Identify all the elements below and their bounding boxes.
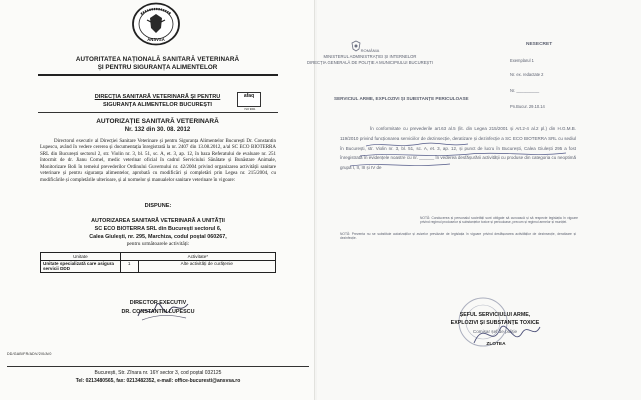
authorization-line4: pentru următoarele activități: (126, 241, 190, 247)
document-title: AUTORIZAȚIE SANITARĂ VETERINARĂ (96, 118, 219, 125)
right-body-text: În conformitate cu prevederile art.63 al.5 (lit. din Legea 215/2001 și Art.2-4 al.2 pl.) din H.G.M.B. 119/2010 privind funcționarea serviciilor de dezinsecție, deratizare și dezinfecție a SC ECO BIOTERRA SRL cu sediul în București, str. Violin nr. 3, bl. 51, sc. A, et. 3, ap. 12, și punct de lucru în București, Calea Giulești 295 a fost înregistrată în evidențele noastre cu nr. ______ în vederea desfășurării activității cu produse din categoria cu neoptimă grupa I, II, III și IV de (340, 126, 576, 171)
service-name: SERVICIUL ARME, EXPLOZIVI ȘI SUBSTANȚE PERICULOASE (334, 96, 469, 101)
directorate-name-line1: DIRECȚIA SANITARĂ VETERINARĂ ȘI PENTRU (94, 94, 221, 100)
authorization-body-text: Directorul executiv al Direcției Sanitare Veterinare și pentru Siguranța Alimentelor București Dr. Constantin Lupescu, având în vedere cererea și documentația înregistrată la nr. 2407 din 13.08.2012, a/al SC ECO BIOTERRA SRL din București sectorul 2, str. Violin nr. 3, bl. 51, sc. A, et. 3, ap. 12, în baza Referatului de evaluare nr. 251 întocmit de dr. Jianu Cornel, medic veterinar oficial în cadrul Serviciului Sănătate și Bunăstare Animale, Monitorizare Boli în temeiul prevederilor Ordinului Guvernului nr. 42/2004 privind organizarea activității sanitare veterinare și pentru siguranța alimentelor, aprobată cu modificări și completări prin Legea nr. 215/2004, cu modificările și completările ulterioare, și al normelor și manualelor sanitare veterinare în vigoare: (40, 139, 276, 183)
directorate-name-line2: SIGURANȚA ALIMENTELOR BUCUREȘTI (103, 102, 212, 108)
signatory-rank: Comisar șef de poliție (472, 329, 518, 334)
footer-address: București, Str. Zînara nr. 16Y sector 3, cod poștal 032125 (94, 370, 222, 376)
authority-name-line2: ȘI PENTRU SIGURANȚA ALIMENTELOR (97, 64, 218, 71)
directorate-divider (38, 112, 278, 113)
classification-label: NESECRET (526, 42, 553, 47)
national-seal-logo (131, 2, 181, 46)
director-title: DIRECTOR EXECUTIV (129, 300, 187, 306)
signatory-signature (470, 313, 542, 357)
certification-badge (237, 92, 261, 107)
header-divider (38, 74, 278, 76)
registry-code: DD/GAB/FR/ADV/2/0/A/0 (7, 352, 52, 356)
registration-number: Nr. __________ (510, 88, 540, 93)
activities-table (40, 252, 276, 273)
table-cell: 1 (120, 260, 138, 273)
right-header-directorate: DIRECȚIA GENERALĂ DE POLIȚIE A MUNICIPIULUI BUCUREȘTI (307, 60, 433, 65)
director-name: DR. CONSTANTIN LUPESCU (121, 309, 195, 315)
authorization-line3: Calea Giulești, nr. 295, Marchiza, codul poștal 060267, (89, 234, 227, 240)
handwritten-fill-ins (340, 124, 580, 184)
dispune-heading: DISPUNE: (144, 203, 172, 209)
authorization-line1: AUTORIZAREA SANITARĂ VETERINARĂ A UNITĂȚII (91, 218, 225, 224)
signatory-name: ZLOTEA (486, 342, 506, 347)
footer-contact: Tel: 0213480565, fax: 0213482352, e-mail: office-bucuresti@ansvsa.ro (75, 378, 241, 384)
document-number: Nr. 132 din 30. 08. 2012 (124, 127, 191, 133)
table-header-row (41, 253, 276, 261)
table-header-cell: Activitate* (120, 253, 275, 261)
right-header-ministry: MINISTERUL ADMINISTRAȚIEI ȘI INTERNELOR (323, 54, 417, 59)
table-cell: Alte activități de curățenie (138, 260, 275, 273)
registration-date: Pn.Bucur. 29.10.14 (510, 104, 545, 109)
right-header-country: ROMÂNIA (360, 48, 380, 53)
signatory-title-line1: ȘEFUL SERVICIULUI ARME, (459, 312, 531, 318)
authorization-line2: SC ECO BIOTERRA SRL din București sectorul 6, (94, 226, 222, 232)
copy-number: Exemplarul 1 (510, 58, 534, 63)
certification-badge-subtext: ISO 9001 (244, 108, 256, 111)
seal-text: ANSVSA (147, 37, 165, 42)
table-cell: Unitate specializată care asigura servicii DDD (41, 260, 121, 273)
table-row (41, 260, 276, 273)
footer-divider (7, 366, 309, 367)
copies-count: Nr. ex. redactate 2 (510, 72, 544, 77)
right-note-2: NOTĂ: Prezenta nu se substituie autorizațiilor și avizelor prevăzute de legislația în vigoare privind desfășurarea activităților de dezinsecție, deratizare și dezinfecție. (340, 232, 576, 241)
certification-badge-text: afaq (243, 93, 255, 99)
table-header-cell: Unitate (41, 253, 121, 261)
signatory-title-line2: EXPLOZIVI ȘI SUBSTANȚE TOXICE (450, 320, 540, 326)
right-note-1: NOTĂ: Conducerea și personalul societății sunt obligate să cunoască și să respecte legislația în vigoare privind regimul produselor și substanțelor toxice și periculoase, precum și regimul armelor și muniției. (420, 216, 578, 225)
authority-name-line1: AUTORITATEA NAȚIONALĂ SANITARĂ VETERINARĂ (75, 56, 240, 63)
